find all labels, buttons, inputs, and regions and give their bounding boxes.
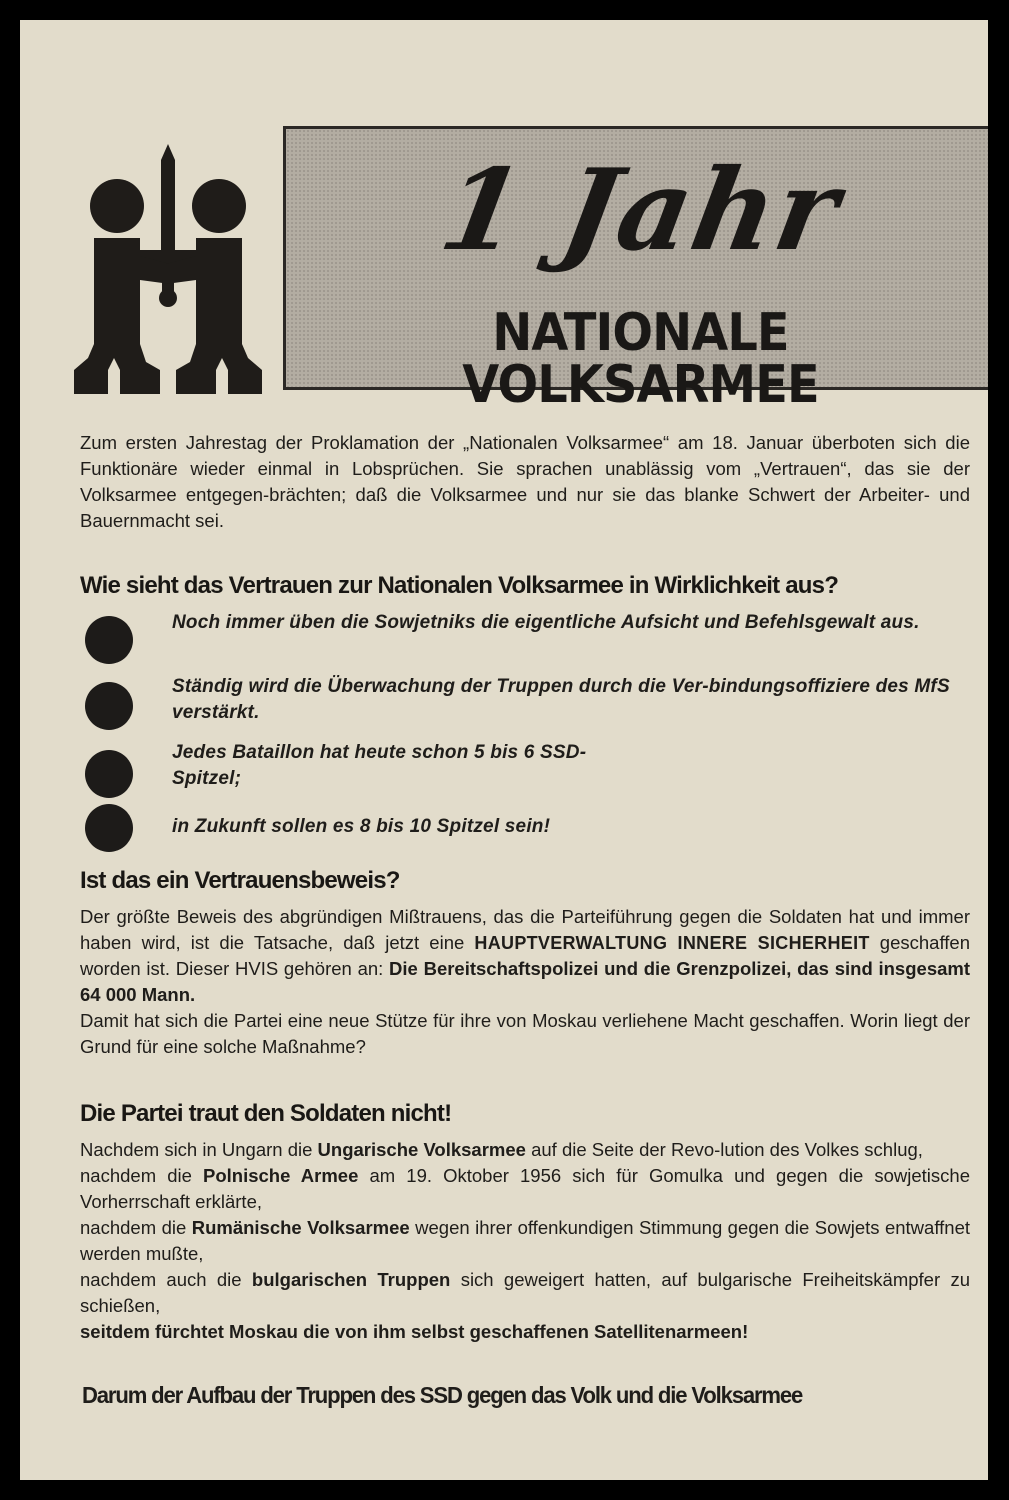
armies-line <box>80 1163 970 1215</box>
bullet-text: Noch immer üben die Sowjetniks die eigentliche Aufsicht und Befehlsgewalt aus. <box>172 612 920 633</box>
army-name: Ungarische Volksarmee <box>317 1139 526 1160</box>
final-slogan: Darum der Aufbau der Truppen des SSD gegen das Volk und die Volksarmee <box>82 1382 803 1408</box>
text-run: Der größte Beweis des abgründigen Mißtrauens, das die Parteiführung gegen die Soldaten hat und immer haben wird, ist die Tatsache, daß jetzt eine <box>80 906 970 953</box>
bullet-list <box>80 610 970 840</box>
army-name: Rumänische Volksarmee <box>191 1217 410 1238</box>
army-name: bulgarischen Truppen <box>251 1269 451 1290</box>
text-run: nachdem auch die <box>80 1269 252 1290</box>
bullet-item <box>80 814 970 840</box>
intro-text: Zum ersten Jahrestag der Proklamation der „Nationalen Volksarmee“ am 18. Januar überboten sich die Funktionäre wieder einmal in Lobsprüchen. Sie sprachen unablässig vom „Vertrauen“, das sie der Volksarmee entgegen-brächten; daß die Volksarmee und nur sie das blanke Schwert der Arbeiter- und Bauernmacht sei. <box>80 432 970 531</box>
conclusion-text: seitdem fürchtet Moskau die von ihm selbst geschaffenen Satellitenarmeen! <box>80 1321 749 1342</box>
text-run: sich geweigert hatten, auf bulgarische Freiheitskämpfer zu schießen, <box>80 1269 970 1316</box>
title-banner <box>283 126 988 415</box>
armies-conclusion <box>80 1319 970 1345</box>
text-run: nachdem die <box>80 1165 203 1186</box>
intro-paragraph <box>80 430 970 534</box>
bullet-item <box>80 674 970 740</box>
armies-line <box>80 1267 970 1319</box>
bullet-text: Jedes Bataillon hat heute schon 5 bis 6 SSD-Spitzel; <box>172 742 587 789</box>
question-heading-1: Wie sieht das Vertrauen zur Nationalen Volksarmee in Wirklichkeit aus? <box>80 572 839 599</box>
text-run: wegen ihrer offenkundigen Stimmung gegen die Sowjets entwaffnet werden mußte, <box>80 1217 970 1264</box>
text-run: Nachdem sich in Ungarn die <box>80 1139 318 1160</box>
paragraph-hvis-question: Damit hat sich die Partei eine neue Stütze für ihre von Moskau verliehene Macht geschaffen. Worin liegt der Grund für eine solche Maßnahme? <box>80 1010 970 1057</box>
hvis-name: HAUPTVERWALTUNG INNERE SICHERHEIT <box>474 933 870 953</box>
banner-title: NATIONALE VOLKSARMEE <box>462 303 819 415</box>
bullet-text: in Zukunft sollen es 8 bis 10 Spitzel sein! <box>172 816 551 837</box>
paragraph-armies <box>80 1137 970 1345</box>
bullet-dot-icon <box>85 750 133 798</box>
soldiers-sword-emblem-icon <box>74 144 262 406</box>
bullet-text: Ständig wird die Überwachung der Truppen durch die Ver-bindungsoffiziere des MfS verstärkt. <box>172 676 950 723</box>
paragraph-hvis-text <box>80 904 970 1008</box>
paragraph-hvis <box>80 904 970 1060</box>
question-heading-3: Die Partei traut den Soldaten nicht! <box>80 1100 452 1127</box>
text-run: auf die Seite der Revo-lution des Volkes schlug, <box>525 1139 923 1160</box>
bullet-dot-icon <box>85 804 133 852</box>
text-run: nachdem die <box>80 1217 192 1238</box>
bullet-dot-icon <box>85 682 133 730</box>
armies-line <box>80 1137 970 1163</box>
bullet-item <box>80 610 970 674</box>
leaflet-page <box>20 20 988 1480</box>
bullet-dot-icon <box>85 616 133 664</box>
hvis-members: Die Bereitschaftspolizei und die Grenzpolizei, das sind insgesamt 64 000 Mann. <box>80 958 971 1005</box>
army-name: Polnische Armee <box>203 1165 359 1186</box>
text-run: am 19. Oktober 1956 sich für Gomulka und gegen die sowjetische Vorherrschaft erklärte, <box>80 1165 970 1212</box>
text-run: geschaffen worden ist. Dieser HVIS gehören an: <box>80 932 970 979</box>
question-heading-2: Ist das ein Vertrauensbeweis? <box>80 867 400 894</box>
armies-line <box>80 1215 970 1267</box>
banner-year: 1 Jahr <box>431 145 850 276</box>
bullet-item <box>80 740 970 808</box>
